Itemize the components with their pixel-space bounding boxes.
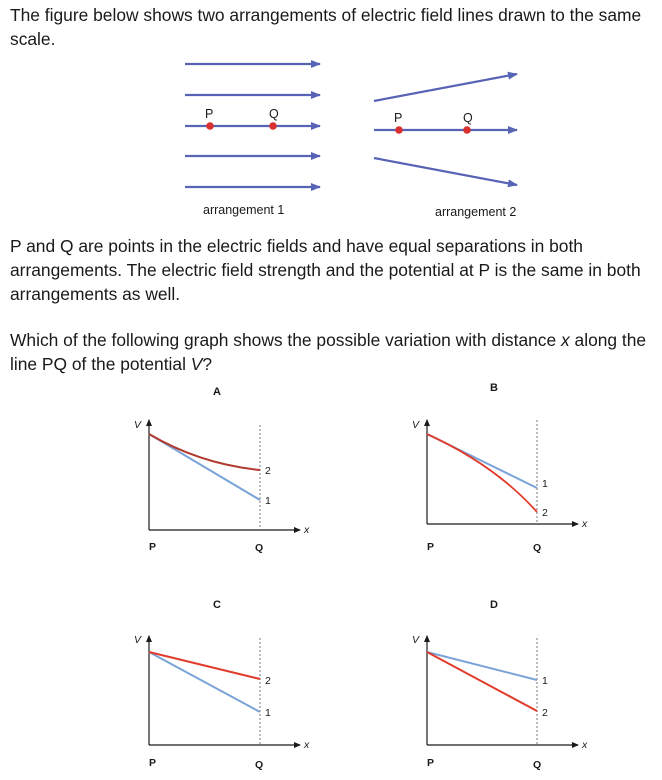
curve-1 (149, 652, 260, 712)
option-label: B (490, 382, 498, 394)
graph-option-d[interactable] (412, 599, 588, 771)
p-axis-label: P (149, 541, 157, 553)
q-axis-label: Q (533, 542, 542, 554)
prompt-text: Which of the following graph shows the possible variation with distance (10, 330, 561, 350)
option-label: A (213, 386, 221, 398)
point-q-label: Q (269, 107, 279, 121)
prompt-text: ? (202, 353, 213, 374)
p-axis-label: P (427, 757, 435, 769)
question-body: P and Q are points in the electric fields and have equal separations in both arrangements. The electric field strength and the potential at P is the same in both arrangements as well. (10, 236, 641, 304)
point-q-label: Q (463, 111, 473, 125)
x-axis-label: x (582, 739, 588, 751)
x-axis-label: x (582, 518, 588, 530)
curve-1 (427, 652, 537, 680)
curve-1-label: 1 (265, 495, 271, 507)
graph-option-b[interactable] (412, 382, 588, 554)
q-axis-label: Q (255, 759, 264, 771)
graph-option-a[interactable] (134, 386, 310, 554)
v-axis-label: V (412, 634, 420, 646)
prompt-text: along the line PQ of the potential (10, 330, 647, 374)
option-label: D (490, 599, 498, 611)
curve-2 (149, 434, 260, 470)
curve-2-label: 2 (265, 675, 271, 687)
curve-1-label: 1 (542, 675, 548, 687)
prompt-v: V (190, 353, 203, 374)
point-p-label: P (394, 111, 403, 125)
question-intro: The figure below shows two arrangements of electric field lines drawn to the same scale. (10, 5, 642, 49)
curve-2 (427, 434, 537, 512)
curve-2 (427, 652, 537, 711)
curve-2-label: 2 (542, 507, 548, 519)
arrangement-1-label: arrangement 1 (203, 203, 285, 217)
curve-2-label: 2 (542, 707, 548, 719)
point-p-label: P (205, 107, 214, 121)
q-axis-label: Q (255, 542, 264, 554)
option-label: C (213, 599, 221, 611)
curve-1-label: 1 (265, 707, 271, 719)
graph-option-c[interactable] (134, 599, 310, 771)
curve-2 (149, 652, 260, 679)
p-axis-label: P (149, 757, 157, 769)
v-axis-label: V (134, 419, 142, 431)
x-axis-label: x (304, 524, 310, 536)
p-axis-label: P (427, 541, 435, 553)
curve-1-label: 1 (542, 478, 548, 490)
q-axis-label: Q (533, 759, 542, 771)
curve-2-label: 2 (265, 465, 271, 477)
x-axis-label: x (304, 739, 310, 751)
arrangement-2-label: arrangement 2 (435, 205, 517, 219)
v-axis-label: V (412, 419, 420, 431)
v-axis-label: V (134, 634, 142, 646)
prompt-x: x (561, 330, 570, 350)
